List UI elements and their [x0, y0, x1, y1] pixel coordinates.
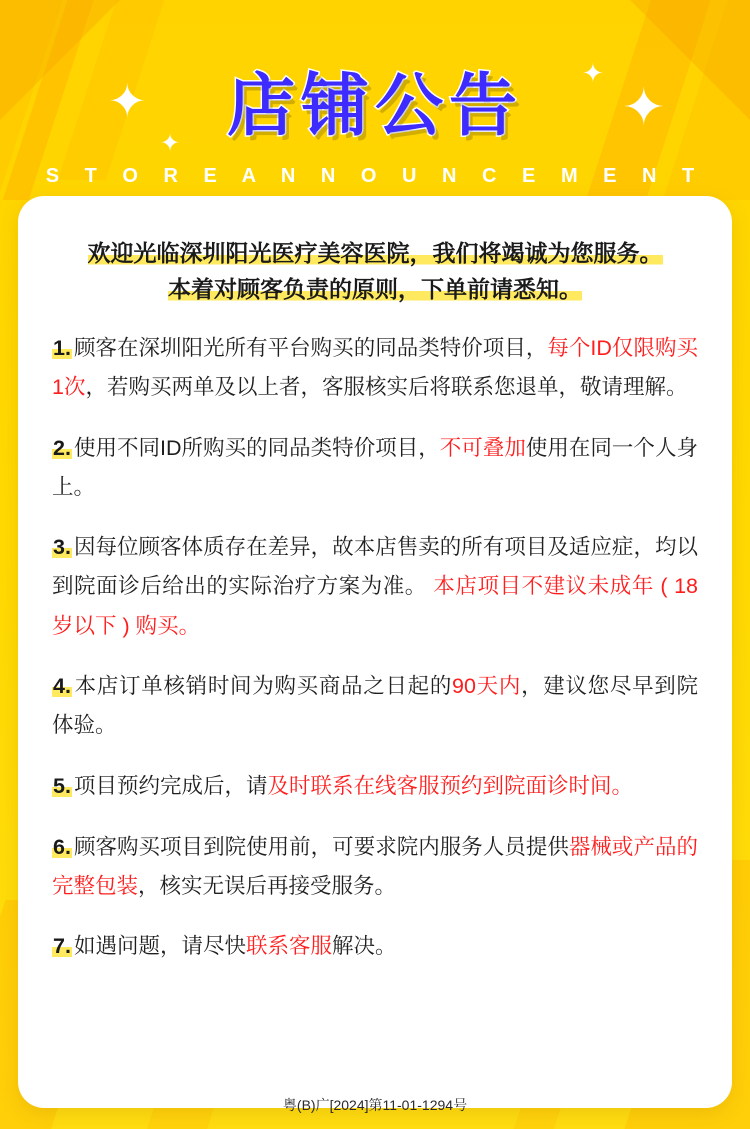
page-title: 店铺公告 [226, 67, 523, 146]
list-item-text: 顾客在深圳阳光所有平台购买的同品类特价项目， [73, 335, 548, 360]
list-item-number: 1. [53, 335, 71, 360]
list-item-text: ，若购买两单及以上者，客服核实后将联系您退单，敬请理解。 [85, 374, 688, 399]
license-footer: 粤(B)广[2024]第11-01-1294号 [282, 1097, 468, 1113]
list-item-emphasis: 不可叠加 [439, 435, 526, 460]
sparkle-icon: ✦ [160, 130, 181, 157]
list-item-number: 5. [53, 773, 71, 798]
sparkle-icon: ✦ [622, 79, 666, 137]
sparkle-icon: ✦ [582, 58, 604, 88]
list-item-text: 项目预约完成后，请 [73, 773, 268, 798]
list-item-number: 4. [53, 674, 71, 699]
list-item [52, 828, 698, 906]
list-item-text: ，核实无误后再接受服务。 [138, 873, 397, 898]
list-item-emphasis: 90天内 [452, 674, 522, 699]
intro-text [52, 236, 698, 307]
intro-line-2: 本着对顾客负责的原则，下单前请悉知。 [168, 275, 582, 302]
subtitle-row [0, 165, 750, 188]
list-item-text: 使用不同ID所购买的同品类特价项目， [73, 435, 440, 460]
list-item [52, 667, 698, 745]
list-item-number: 3. [53, 535, 71, 560]
list-item [52, 767, 698, 806]
sparkle-icon: ✦ [108, 75, 147, 127]
list-item-text: 因每位顾客体质存在差异，故本店售卖的所有项目及适应症，均以到院面诊后给出的实际治疗方案为准。 [52, 535, 698, 599]
list-item-text: 本店订单核销时间为购买商品之日起的 [73, 674, 453, 699]
list-item [52, 528, 698, 645]
list-item-text: 顾客购买项目到院使用前，可要求院内服务人员提供 [73, 834, 569, 859]
list-item-emphasis: 每个ID仅限购买1次 [52, 335, 698, 399]
list-item-emphasis: 联系客服 [245, 934, 332, 959]
list-item-number: 6. [53, 834, 71, 859]
intro-line-1: 欢迎光临深圳阳光医疗美容医院，我们将竭诚为您服务。 [87, 240, 663, 266]
list-item-text: 如遇问题，请尽快 [73, 934, 246, 959]
list-item-text: ，建议您尽早到院体验。 [52, 674, 698, 738]
poster-header [0, 0, 750, 200]
list-item [52, 927, 698, 966]
page-subtitle: S T O R E A N N O U N C E M E N T [45, 165, 705, 187]
announcement-list [52, 329, 698, 967]
list-item [52, 329, 698, 407]
list-item-emphasis: 本店项目不建议未成年 ( 18岁以下 ) 购买。 [52, 574, 698, 638]
announcement-card [18, 196, 732, 1108]
list-item-text: 解决。 [331, 934, 397, 959]
list-item [52, 429, 698, 507]
list-item-number: 7. [53, 934, 71, 959]
list-item-emphasis: 及时联系在线客服预约到院面诊时间。 [267, 773, 633, 798]
list-item-number: 2. [53, 435, 71, 460]
list-item-text: 使用在同一个人身上。 [52, 435, 698, 499]
list-item-emphasis: 器械或产品的完整包装 [52, 834, 698, 898]
